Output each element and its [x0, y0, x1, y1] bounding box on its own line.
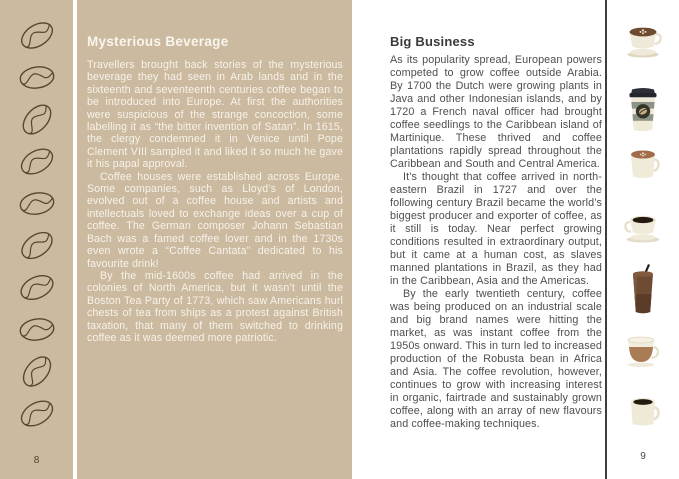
page-number-right: 9 — [640, 451, 646, 462]
takeaway-cup-icon — [623, 84, 663, 138]
coffee-bean-icon — [11, 390, 61, 437]
left-paragraph-1: Travellers brought back stories of the mysterious beverage they had seen in Arab lands and in the sixteenth and seventeenth centuries coffee began to be introduced into Europe. At first the authorities were suspicious of the strange concoction, some labelling it as “the bitter invention of Satan”. In 1615, the clergy condemned it in Venice until Pope Clement VIII sampled it and liked it so much he gave it his papal approval. — [87, 59, 343, 171]
page-number-left: 8 — [33, 455, 40, 466]
coffee-bean-icon — [11, 12, 61, 59]
coffee-bean-icon — [12, 94, 62, 144]
coffee-bean-icon — [11, 221, 62, 269]
cup-icon-strip — [607, 0, 679, 479]
right-page-text-column — [352, 0, 602, 479]
right-paragraph-3: By the early twentieth century, coffee was being produced on an industrial scale and big brand names were hitting the market, as was instant coffee from the 1950s onward. This in turn led to increased production of the Robusta bean in Africa and Asia. The coffee revolution, however, continues to grow with increasing interest in organic, fairtrade and sustainably grown coffee, along with an array of new flavours and coffee-making techniques. — [390, 288, 602, 430]
bean-icon-strip — [0, 0, 73, 479]
coffee-bean-icon — [12, 265, 61, 310]
left-page-text-column — [77, 0, 352, 479]
right-page-heading: Big Business — [390, 34, 475, 49]
coffee-mug-icon — [625, 396, 661, 436]
iced-coffee-glass-icon — [627, 263, 659, 322]
right-page — [352, 0, 679, 479]
right-paragraph-2: It’s thought that coffee arrived in north-eastern Brazil in 1727 and over the following century Brazil became the world’s biggest producer and exporter of coffee, as it still is today. Near perfect growing conditions resulted in extraordinary output, but it came at a human cost, as slaves manned plantations in Brazil, as they had in the Caribbean, Asia and the Americas. — [390, 171, 602, 287]
left-paragraph-3: By the mid-1600s coffee had arrived in the colonies of North America, but it wasn’t until the Boston Tea Party of 1773, which saw Americans hurl chests of tea from ships as a protest against British taxation, that many of them switched to drinking coffee as it was deemed more patriotic. — [87, 269, 343, 344]
layered-latte-glass-icon — [623, 335, 663, 373]
espresso-cup-saucer-icon — [620, 212, 666, 249]
coffee-bean-icon — [14, 185, 59, 222]
left-paragraph-2: Coffee houses were established across Europe. Some companies, such as Lloyd’s of London, evolved out of a coffee house and artists and intellectuals loved to exchange ideas over a cup of coffee. The German composer Johann Sebastian Bach was a famed coffee lover and in the 1730s even wrote a “Coffee Cantata” dedicated to his favourite drink! — [87, 170, 343, 270]
cappuccino-cup-saucer-icon — [620, 23, 666, 64]
coffee-bean-icon — [12, 346, 61, 397]
right-paragraph-1: As its popularity spread, European powers competed to grow coffee outside Arabia. By 1700 the Dutch were growing plants in Java and other Indonesian islands, and by 1720 a French naval officer had brought coffee seedlings to the Caribbean island of Martinique. These thrived and coffee plantations rapidly spread throughout the Caribbean and South and Central America. — [390, 54, 602, 170]
coffee-bean-icon — [15, 59, 59, 95]
latte-mug-icon — [625, 148, 661, 188]
left-page-heading: Mysterious Beverage — [87, 34, 229, 49]
coffee-bean-icon — [11, 138, 61, 185]
coffee-bean-icon — [15, 311, 59, 347]
